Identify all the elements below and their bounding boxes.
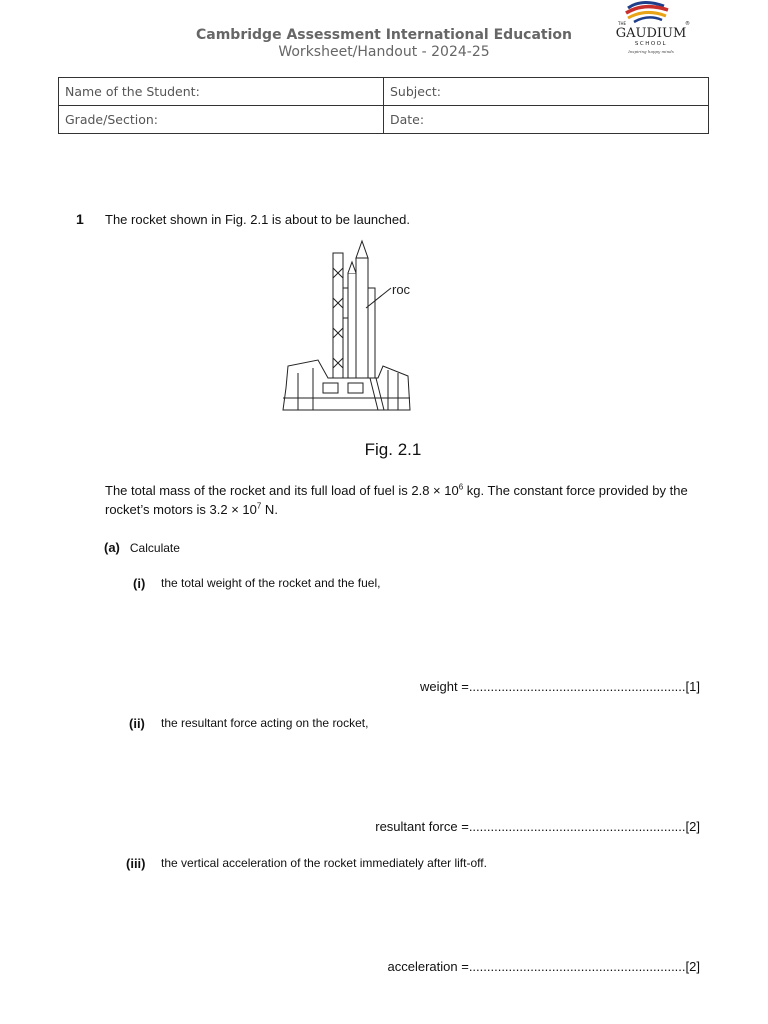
question-intro: The rocket shown in Fig. 2.1 is about to be launched.	[105, 212, 410, 227]
answer-line-weight[interactable]	[420, 679, 700, 694]
para-text-2: kg. The constant force provided by the rocket’s motors is 3.2 × 10	[105, 483, 688, 517]
logo-the: THE	[618, 21, 626, 26]
table-row	[59, 106, 709, 134]
part-a	[104, 540, 180, 555]
exponent-2: 7	[256, 501, 262, 511]
answer-dots: ............................................................	[468, 679, 686, 694]
part-a-text: Calculate	[129, 541, 180, 555]
figure-caption: Fig. 2.1	[364, 440, 422, 459]
question-paragraph	[105, 481, 705, 519]
answer-line-acceleration[interactable]	[388, 959, 701, 974]
student-info-table	[58, 77, 709, 134]
answer-label: weight =	[420, 679, 469, 694]
marks: [1]	[685, 679, 700, 694]
subpart-label: (iii)	[126, 856, 146, 871]
answer-dots: ............................................................	[468, 959, 686, 974]
subpart-text: the resultant force acting on the rocket,	[161, 716, 369, 730]
document-subtitle: Worksheet/Handout - 2024-25	[278, 44, 490, 60]
school-logo	[612, 0, 692, 60]
gaudium-logo-icon	[612, 0, 692, 60]
para-text-3: N.	[261, 502, 278, 517]
answer-label: resultant force =	[375, 819, 469, 834]
marks: [2]	[685, 819, 700, 834]
logo-name: GAUDIUM	[615, 26, 687, 41]
answer-dots: ............................................................	[468, 819, 686, 834]
question-number: 1	[76, 211, 84, 227]
answer-label: acceleration =	[387, 959, 469, 974]
marks: [2]	[685, 959, 700, 974]
answer-line-resultant-force[interactable]	[375, 819, 700, 834]
rocket-launch-icon	[278, 238, 418, 418]
student-name-field[interactable]: Name of the Student:	[59, 78, 384, 106]
subject-field[interactable]: Subject:	[384, 78, 709, 106]
grade-section-field[interactable]: Grade/Section:	[59, 106, 384, 134]
exponent-1: 6	[458, 482, 464, 492]
rocket-figure	[278, 238, 418, 418]
subpart-label: (ii)	[129, 716, 145, 731]
subpart-text: the vertical acceleration of the rocket immediately after lift-off.	[161, 856, 487, 870]
logo-registered-mark: ®	[685, 21, 690, 27]
figure-label: roc	[392, 282, 411, 297]
table-row	[59, 78, 709, 106]
date-field[interactable]: Date:	[384, 106, 709, 134]
subpart-label: (i)	[133, 576, 146, 591]
logo-sub: SCHOOL	[634, 41, 668, 47]
document-title: Cambridge Assessment International Education	[196, 27, 572, 43]
logo-tagline: Inspiring happy minds	[628, 49, 674, 54]
part-a-label: (a)	[104, 540, 120, 555]
subpart-text: the total weight of the rocket and the fuel,	[161, 576, 381, 590]
para-text-1: The total mass of the rocket and its full load of fuel is 2.8 × 10	[105, 483, 459, 498]
